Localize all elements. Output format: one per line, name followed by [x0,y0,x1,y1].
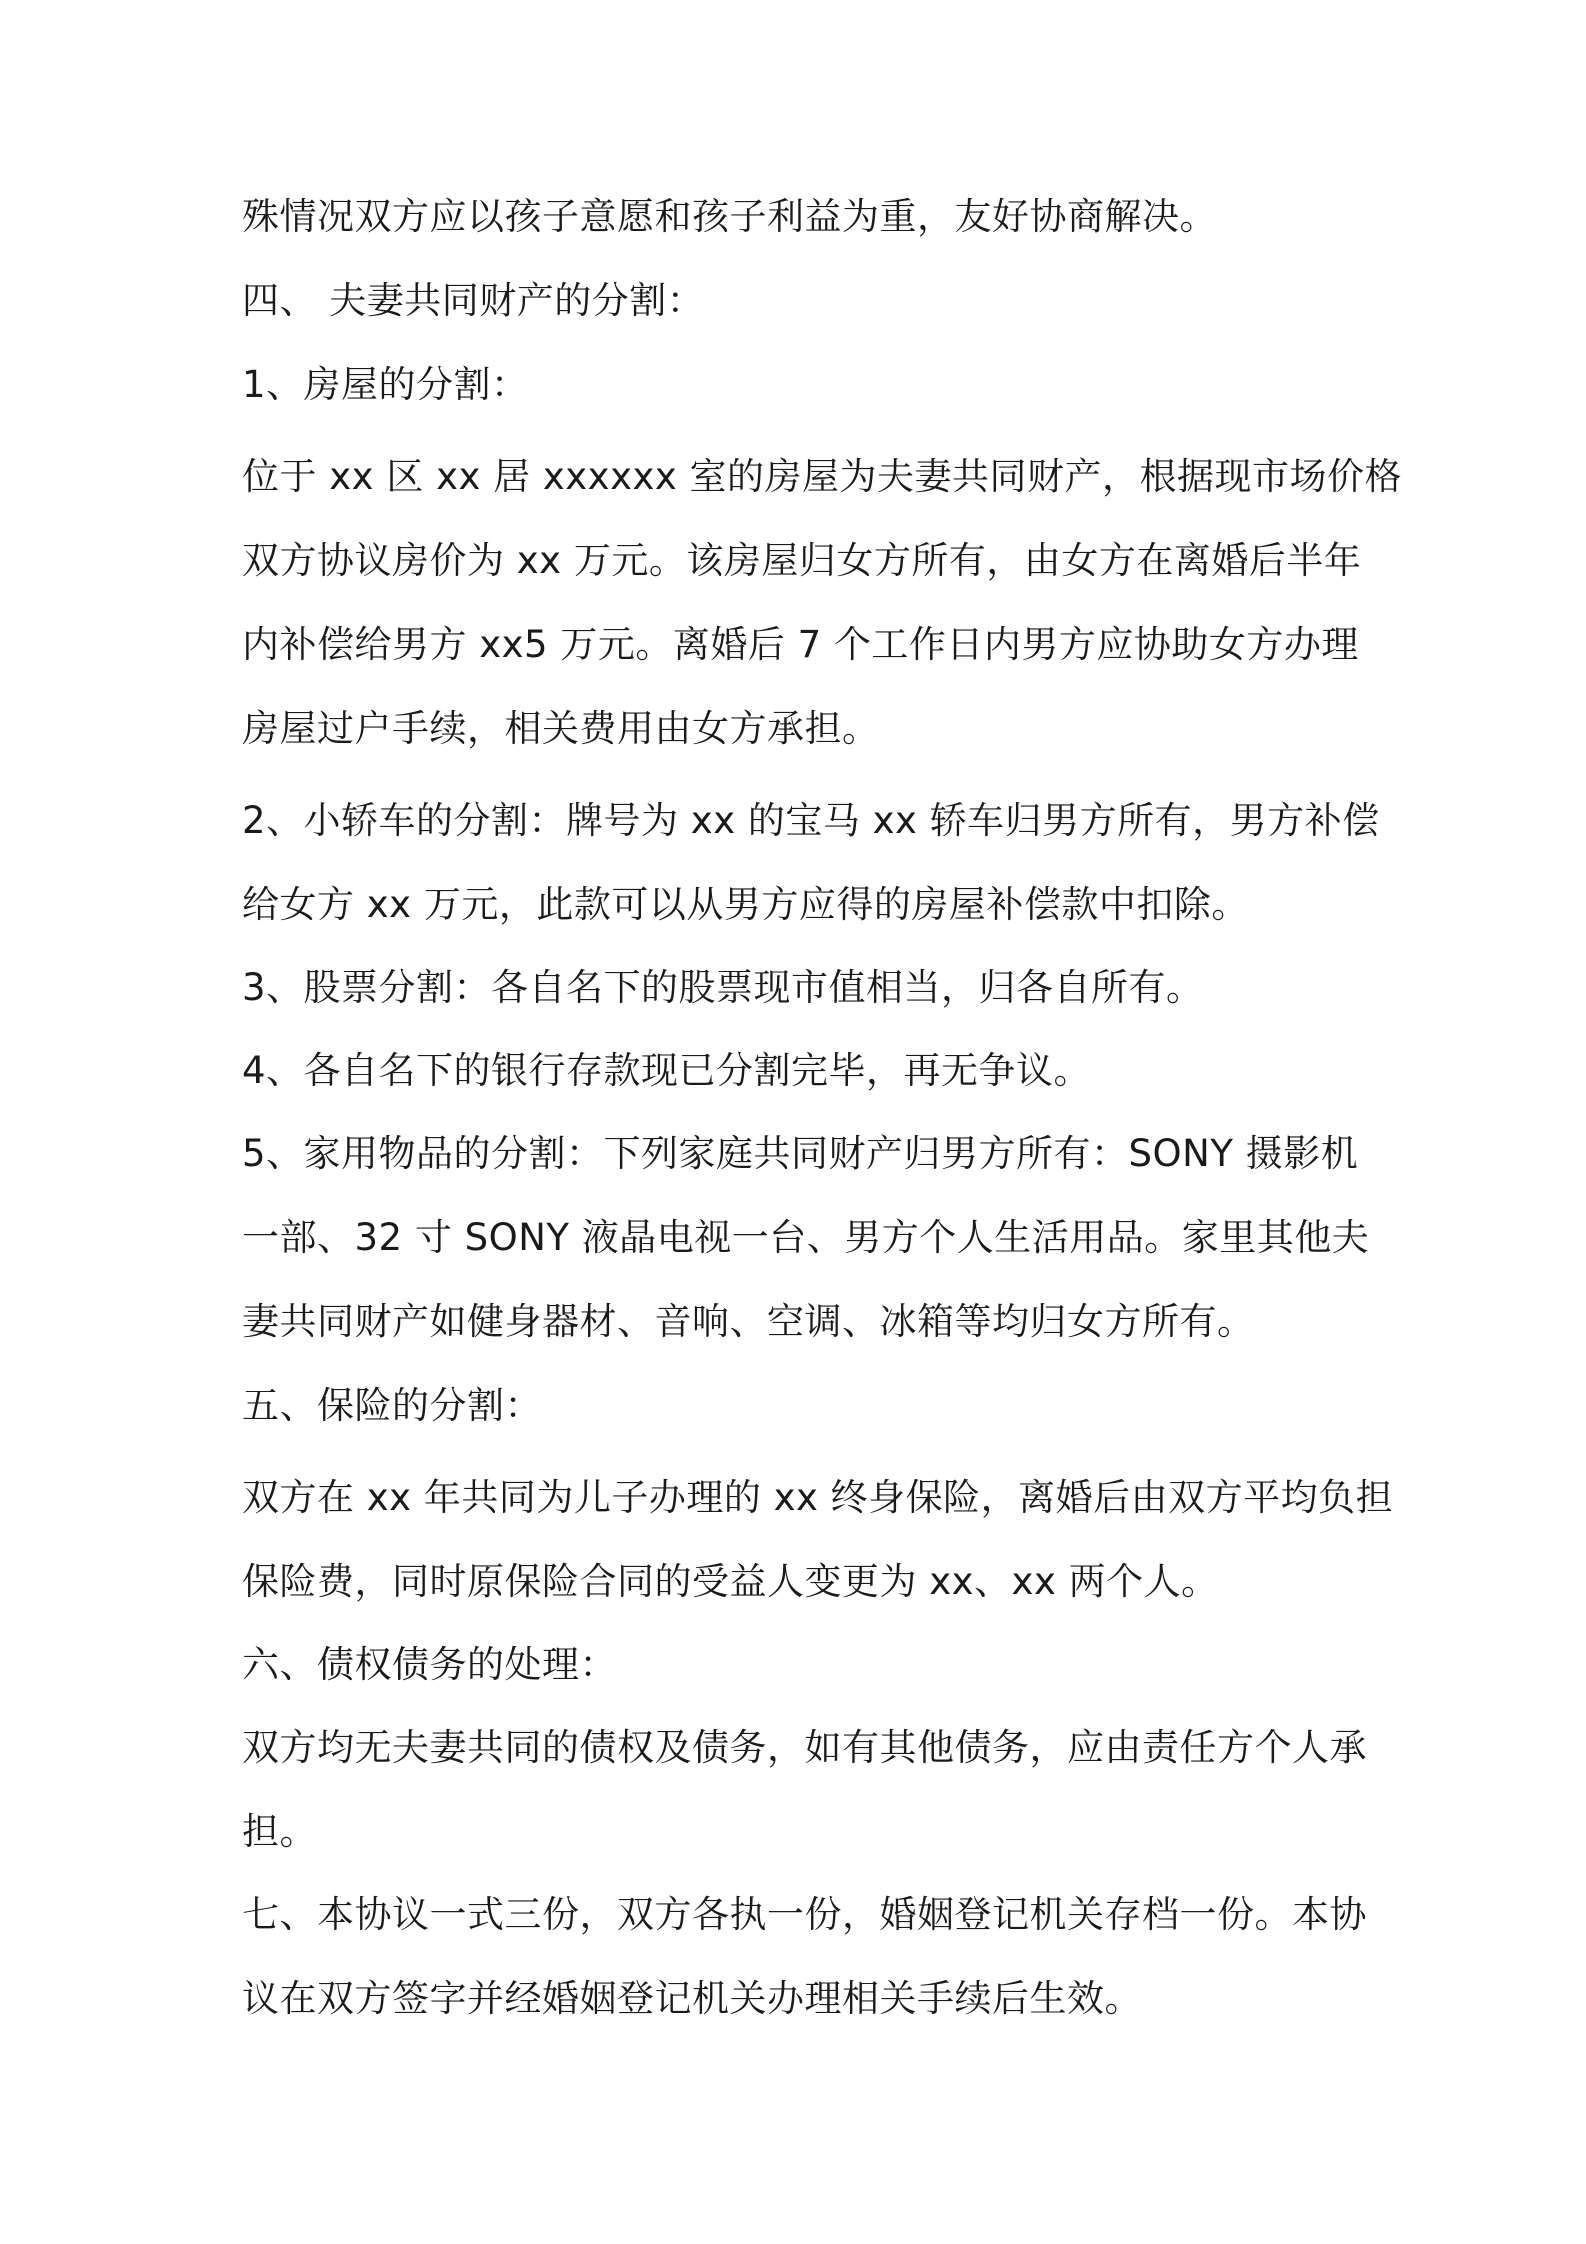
section-heading-property: 四、 夫妻共同财产的分割： [242,279,705,322]
paragraph-line: 议在双方签字并经婚姻登记机关办理相关手续后生效。 [242,1977,1142,2020]
paragraph-line: 妻共同财产如健身器材、音响、空调、冰箱等均归女方所有。 [242,1300,1255,1343]
document-body [242,195,1403,2020]
paragraph-line: 位于 xx 区 xx 居 xxxxxx 室的房屋为夫妻共同财产，根据现市场价格 [242,455,1403,498]
section-heading-debts: 六、债权债务的处理： [242,1643,617,1686]
paragraph-line: 担。 [242,1810,317,1853]
section-heading-copies: 七、本协议一式三份，双方各执一份，婚姻登记机关存档一份。本协 [242,1893,1367,1936]
paragraph-line: 双方均无夫妻共同的债权及债务，如有其他债务，应由责任方个人承 [242,1726,1367,1769]
section-heading-insurance: 五、保险的分割： [242,1384,542,1427]
paragraph-line: 3、股票分割：各自名下的股票现市值相当，归各自所有。 [242,966,1204,1009]
paragraph-line: 殊情况双方应以孩子意愿和孩子利益为重，友好协商解决。 [242,195,1217,238]
paragraph-line: 给女方 xx 万元，此款可以从男方应得的房屋补偿款中扣除。 [242,883,1249,926]
paragraph-line: 4、各自名下的银行存款现已分割完毕，再无争议。 [242,1049,1092,1092]
paragraph-line: 5、家用物品的分割：下列家庭共同财产归男方所有：SONY 摄影机 [242,1132,1359,1175]
paragraph-line: 一部、32 寸 SONY 液晶电视一台、男方个人生活用品。家里其他夫 [242,1216,1370,1259]
paragraph-line: 保险费，同时原保险合同的受益人变更为 xx、xx 两个人。 [242,1560,1219,1603]
paragraph-line: 内补偿给男方 xx5 万元。离婚后 7 个工作日内男方应协助女方办理 [242,623,1359,666]
paragraph-line: 2、小轿车的分割：牌号为 xx 的宝马 xx 轿车归男方所有，男方补偿 [242,799,1380,842]
paragraph-line: 双方协议房价为 xx 万元。该房屋归女方所有，由女方在离婚后半年 [242,539,1362,582]
paragraph-line: 双方在 xx 年共同为儿子办理的 xx 终身保险，离婚后由双方平均负担 [242,1476,1394,1519]
subheading-house: 1、房屋的分割： [242,363,529,406]
paragraph-line: 房屋过户手续，相关费用由女方承担。 [242,707,880,750]
